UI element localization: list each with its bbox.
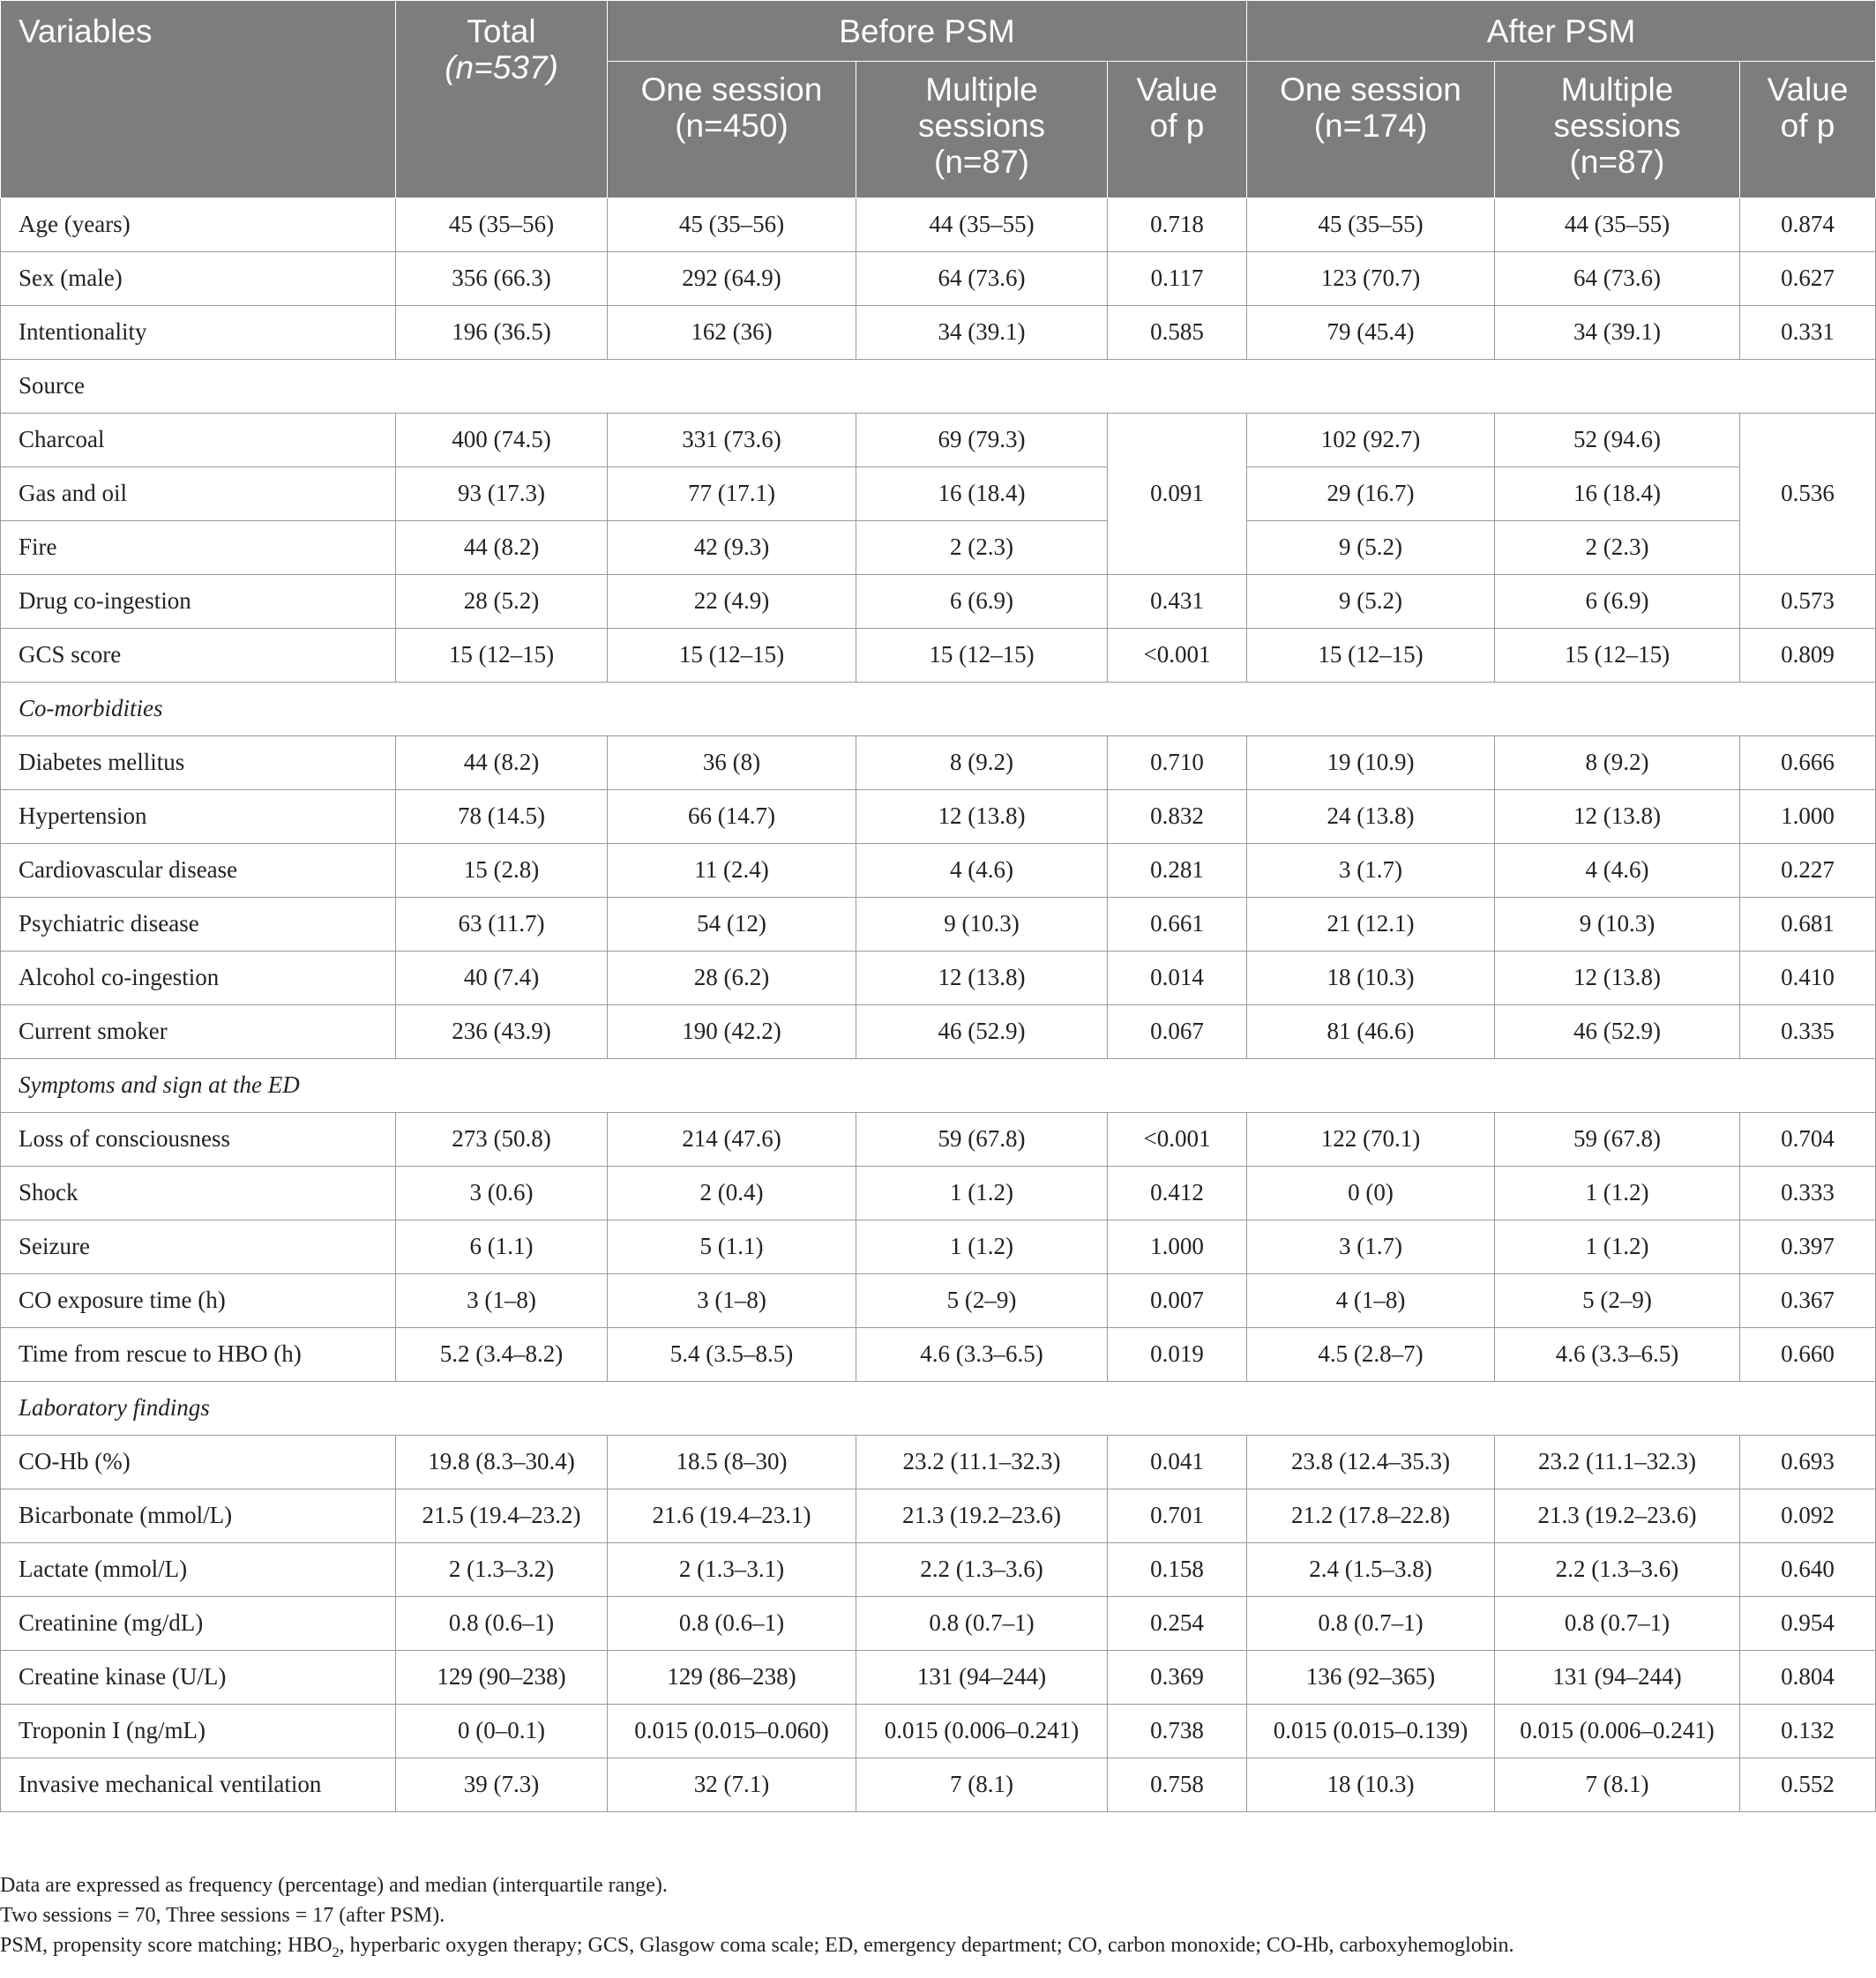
cell: 0.158 (1108, 1543, 1247, 1597)
cell: 0.701 (1108, 1489, 1247, 1543)
table-row (1, 844, 1876, 898)
cell: 0.552 (1740, 1758, 1876, 1812)
table-footnotes (0, 1870, 1514, 1968)
table-row (1, 306, 1876, 360)
cell: 273 (50.8) (396, 1113, 608, 1167)
cell: 0.758 (1108, 1758, 1247, 1812)
cell: 52 (94.6) (1495, 414, 1740, 467)
section-row (1, 683, 1876, 736)
cell: 21.3 (19.2–23.6) (1495, 1489, 1740, 1543)
cell: 4.6 (3.3–6.5) (1495, 1328, 1740, 1382)
cell: 9 (10.3) (1495, 898, 1740, 952)
table-row (1, 1758, 1876, 1812)
cell: 23.8 (12.4–35.3) (1247, 1436, 1495, 1489)
cell: 59 (67.8) (856, 1113, 1108, 1167)
section-laboratory: Laboratory findings (1, 1382, 1876, 1436)
cell: 0 (0–0.1) (396, 1705, 608, 1758)
cell: 331 (73.6) (608, 414, 856, 467)
footnote-2: Two sessions = 70, Three sessions = 17 (after PSM). (0, 1904, 445, 1927)
table-row (1, 736, 1876, 790)
cell: 0.661 (1108, 898, 1247, 952)
table-row (1, 1167, 1876, 1220)
cell: 18.5 (8–30) (608, 1436, 856, 1489)
row-label: Shock (1, 1167, 396, 1220)
cell: 93 (17.3) (396, 467, 608, 521)
header-total: Total (n=537) (396, 1, 608, 198)
table-row (1, 252, 1876, 306)
cell: 1 (1.2) (856, 1220, 1108, 1274)
cell: 0.369 (1108, 1651, 1247, 1705)
cell: 23.2 (11.1–32.3) (1495, 1436, 1740, 1489)
cell: 21.3 (19.2–23.6) (856, 1489, 1108, 1543)
row-label: Intentionality (1, 306, 396, 360)
cell: 0.397 (1740, 1220, 1876, 1274)
cell: 0.132 (1740, 1705, 1876, 1758)
cell: 0.8 (0.7–1) (1247, 1597, 1495, 1651)
cell: 2.4 (1.5–3.8) (1247, 1543, 1495, 1597)
row-label: Psychiatric disease (1, 898, 396, 952)
table-row (1, 1436, 1876, 1489)
cell: 32 (7.1) (608, 1758, 856, 1812)
cell: 4 (4.6) (1495, 844, 1740, 898)
cell: 2 (1.3–3.1) (608, 1543, 856, 1597)
table-row (1, 467, 1876, 521)
row-label: Charcoal (1, 414, 396, 467)
cell: 129 (90–238) (396, 1651, 608, 1705)
cell: 15 (12–15) (1495, 629, 1740, 683)
cell: 0.015 (0.015–0.139) (1247, 1705, 1495, 1758)
row-label: Current smoker (1, 1005, 396, 1059)
cell: 0.015 (0.006–0.241) (1495, 1705, 1740, 1758)
cell: 0.331 (1740, 306, 1876, 360)
cell: 15 (12–15) (856, 629, 1108, 683)
cell: 44 (8.2) (396, 521, 608, 575)
cell: 22 (4.9) (608, 575, 856, 629)
cell: 45 (35–55) (1247, 198, 1495, 252)
cell: 18 (10.3) (1247, 1758, 1495, 1812)
cell: 1 (1.2) (856, 1167, 1108, 1220)
row-label: Seizure (1, 1220, 396, 1274)
cell: 5 (2–9) (1495, 1274, 1740, 1328)
cell: 1 (1.2) (1495, 1167, 1740, 1220)
cell: 63 (11.7) (396, 898, 608, 952)
header-after-p-value: Value of p (1740, 62, 1876, 198)
cell: 196 (36.5) (396, 306, 608, 360)
cell: 44 (35–55) (856, 198, 1108, 252)
cell: 46 (52.9) (856, 1005, 1108, 1059)
cell: 12 (13.8) (1495, 952, 1740, 1005)
cell: 69 (79.3) (856, 414, 1108, 467)
cell: 2.2 (1.3–3.6) (1495, 1543, 1740, 1597)
row-label: Cardiovascular disease (1, 844, 396, 898)
cell: 2 (0.4) (608, 1167, 856, 1220)
table-row (1, 1651, 1876, 1705)
header-after-multiple-sessions: Multiple sessions (n=87) (1495, 62, 1740, 198)
cell: 54 (12) (608, 898, 856, 952)
cell: 81 (46.6) (1247, 1005, 1495, 1059)
cell: 15 (12–15) (608, 629, 856, 683)
cell: 0.067 (1108, 1005, 1247, 1059)
cell: 0.092 (1740, 1489, 1876, 1543)
cell: 23.2 (11.1–32.3) (856, 1436, 1108, 1489)
cell: 356 (66.3) (396, 252, 608, 306)
cell: 0.281 (1108, 844, 1247, 898)
row-label: Alcohol co-ingestion (1, 952, 396, 1005)
cell: 1 (1.2) (1495, 1220, 1740, 1274)
cell: 0.710 (1108, 736, 1247, 790)
cell: 4.6 (3.3–6.5) (856, 1328, 1108, 1382)
row-label: Diabetes mellitus (1, 736, 396, 790)
cell: 7 (8.1) (856, 1758, 1108, 1812)
cell: 0.804 (1740, 1651, 1876, 1705)
cell: 2.2 (1.3–3.6) (856, 1543, 1108, 1597)
cell: 0.809 (1740, 629, 1876, 683)
cell: 102 (92.7) (1247, 414, 1495, 467)
cell: 28 (6.2) (608, 952, 856, 1005)
cell: 0.333 (1740, 1167, 1876, 1220)
cell: 0.412 (1108, 1167, 1247, 1220)
header-after-psm: After PSM (1247, 1, 1876, 62)
cell: 4.5 (2.8–7) (1247, 1328, 1495, 1382)
cell: 131 (94–244) (1495, 1651, 1740, 1705)
cell: 44 (35–55) (1495, 198, 1740, 252)
cell: 1.000 (1108, 1220, 1247, 1274)
table-row (1, 1597, 1876, 1651)
cell: 19.8 (8.3–30.4) (396, 1436, 608, 1489)
cell: 0.718 (1108, 198, 1247, 252)
row-label: CO-Hb (%) (1, 1436, 396, 1489)
cell: 0.8 (0.6–1) (608, 1597, 856, 1651)
cell: 0.832 (1108, 790, 1247, 844)
cell: 64 (73.6) (1495, 252, 1740, 306)
cell: 0.738 (1108, 1705, 1247, 1758)
cell: 42 (9.3) (608, 521, 856, 575)
table-row (1, 952, 1876, 1005)
cell: 34 (39.1) (1495, 306, 1740, 360)
cell: 40 (7.4) (396, 952, 608, 1005)
cell: 11 (2.4) (608, 844, 856, 898)
row-label: Age (years) (1, 198, 396, 252)
cell: 0.015 (0.006–0.241) (856, 1705, 1108, 1758)
cell: 0.874 (1740, 198, 1876, 252)
cell: <0.001 (1108, 629, 1247, 683)
cell: 0.015 (0.015–0.060) (608, 1705, 856, 1758)
cell: 0.254 (1108, 1597, 1247, 1651)
cell: 122 (70.1) (1247, 1113, 1495, 1167)
cell: 6 (6.9) (1495, 575, 1740, 629)
cell: 9 (5.2) (1247, 575, 1495, 629)
cell: 0.640 (1740, 1543, 1876, 1597)
header-before-psm: Before PSM (608, 1, 1247, 62)
row-label: Creatine kinase (U/L) (1, 1651, 396, 1705)
cell: 28 (5.2) (396, 575, 608, 629)
cell: 36 (8) (608, 736, 856, 790)
cell: 0.8 (0.7–1) (856, 1597, 1108, 1651)
cell: 44 (8.2) (396, 736, 608, 790)
cell: 12 (13.8) (1495, 790, 1740, 844)
cell: 15 (12–15) (1247, 629, 1495, 683)
cell: 0.410 (1740, 952, 1876, 1005)
cell: 6 (1.1) (396, 1220, 608, 1274)
cell: 162 (36) (608, 306, 856, 360)
cell: 400 (74.5) (396, 414, 608, 467)
cell: 190 (42.2) (608, 1005, 856, 1059)
table-body (1, 198, 1876, 1812)
cell: <0.001 (1108, 1113, 1247, 1167)
cell: 131 (94–244) (856, 1651, 1108, 1705)
cell: 2 (1.3–3.2) (396, 1543, 608, 1597)
cell: 236 (43.9) (396, 1005, 608, 1059)
table-row (1, 1274, 1876, 1328)
cell: 66 (14.7) (608, 790, 856, 844)
cell: 9 (5.2) (1247, 521, 1495, 575)
cell: 4 (1–8) (1247, 1274, 1495, 1328)
cell: 7 (8.1) (1495, 1758, 1740, 1812)
header-after-one-session: One session (n=174) (1247, 62, 1495, 198)
header-before-one-session: One session (n=450) (608, 62, 856, 198)
cell: 19 (10.9) (1247, 736, 1495, 790)
cell: 21 (12.1) (1247, 898, 1495, 952)
cell: 3 (1–8) (396, 1274, 608, 1328)
header-before-p-value: Value of p (1108, 62, 1247, 198)
cell: 0.8 (0.6–1) (396, 1597, 608, 1651)
cell: 4 (4.6) (856, 844, 1108, 898)
section-symptoms: Symptoms and sign at the ED (1, 1059, 1876, 1113)
cell: 0.227 (1740, 844, 1876, 898)
cell: 0.041 (1108, 1436, 1247, 1489)
cell: 8 (9.2) (1495, 736, 1740, 790)
cell: 78 (14.5) (396, 790, 608, 844)
cell: 1.000 (1740, 790, 1876, 844)
table-row (1, 1489, 1876, 1543)
cell: 214 (47.6) (608, 1113, 856, 1167)
cell: 0.014 (1108, 952, 1247, 1005)
cell: 39 (7.3) (396, 1758, 608, 1812)
row-label: Troponin I (ng/mL) (1, 1705, 396, 1758)
footnote-3: PSM, propensity score matching; $HBO_2$, hyperbaric oxygen therapy; GCS, Glasgow coma scale; ED, emergency department; CO, carbon monoxide; CO-Hb, carboxyhemoglobin. (0, 1934, 1514, 1960)
table-row (1, 790, 1876, 844)
cell: 15 (2.8) (396, 844, 608, 898)
row-label: CO exposure time (h) (1, 1274, 396, 1328)
cell: 24 (13.8) (1247, 790, 1495, 844)
cell: 16 (18.4) (1495, 467, 1740, 521)
cell: 21.6 (19.4–23.1) (608, 1489, 856, 1543)
row-label: Fire (1, 521, 396, 575)
cell: 9 (10.3) (856, 898, 1108, 952)
table-row (1, 198, 1876, 252)
cell: 16 (18.4) (856, 467, 1108, 521)
cell: 29 (16.7) (1247, 467, 1495, 521)
table-row (1, 1543, 1876, 1597)
header-before-multiple-sessions: Multiple sessions (n=87) (856, 62, 1108, 198)
cell: 0.8 (0.7–1) (1495, 1597, 1740, 1651)
cell: 0.573 (1740, 575, 1876, 629)
row-label: Creatinine (mg/dL) (1, 1597, 396, 1651)
row-label: Lactate (mmol/L) (1, 1543, 396, 1597)
cell: 5 (1.1) (608, 1220, 856, 1274)
cell: 59 (67.8) (1495, 1113, 1740, 1167)
cell: 6 (6.9) (856, 575, 1108, 629)
cell: 77 (17.1) (608, 467, 856, 521)
table-row (1, 414, 1876, 467)
cell: 0.117 (1108, 252, 1247, 306)
cell: 0.627 (1740, 252, 1876, 306)
cell: 0.681 (1740, 898, 1876, 952)
row-label: Hypertension (1, 790, 396, 844)
cell: 18 (10.3) (1247, 952, 1495, 1005)
table-row (1, 575, 1876, 629)
cell: 3 (1–8) (608, 1274, 856, 1328)
section-source: Source (1, 360, 1876, 414)
cell: 21.2 (17.8–22.8) (1247, 1489, 1495, 1543)
cell: 3 (1.7) (1247, 844, 1495, 898)
cell: 5.4 (3.5–8.5) (608, 1328, 856, 1382)
row-label: Bicarbonate (mmol/L) (1, 1489, 396, 1543)
cell: 0.954 (1740, 1597, 1876, 1651)
cell: 0 (0) (1247, 1167, 1495, 1220)
cell: 5.2 (3.4–8.2) (396, 1328, 608, 1382)
source-p-before: 0.091 (1108, 414, 1247, 575)
cell: 79 (45.4) (1247, 306, 1495, 360)
row-label: Loss of consciousness (1, 1113, 396, 1167)
cell: 64 (73.6) (856, 252, 1108, 306)
cell: 0.007 (1108, 1274, 1247, 1328)
cell: 2 (2.3) (856, 521, 1108, 575)
table-row (1, 1220, 1876, 1274)
table-row (1, 629, 1876, 683)
cell: 34 (39.1) (856, 306, 1108, 360)
row-label: Gas and oil (1, 467, 396, 521)
section-row (1, 360, 1876, 414)
cell: 123 (70.7) (1247, 252, 1495, 306)
cell: 3 (1.7) (1247, 1220, 1495, 1274)
header-variables: Variables (1, 1, 396, 198)
cell: 21.5 (19.4–23.2) (396, 1489, 608, 1543)
row-label: Invasive mechanical ventilation (1, 1758, 396, 1812)
row-label: Sex (male) (1, 252, 396, 306)
table-row (1, 1005, 1876, 1059)
cell: 0.431 (1108, 575, 1247, 629)
cell: 0.704 (1740, 1113, 1876, 1167)
row-label: GCS score (1, 629, 396, 683)
cell: 129 (86–238) (608, 1651, 856, 1705)
row-label: Drug co-ingestion (1, 575, 396, 629)
section-row (1, 1382, 1876, 1436)
footnote-1: Data are expressed as frequency (percentage) and median (interquartile range). (0, 1874, 668, 1897)
row-label: Time from rescue to HBO (h) (1, 1328, 396, 1382)
cell: 0.367 (1740, 1274, 1876, 1328)
cell: 45 (35–56) (396, 198, 608, 252)
table-row (1, 1328, 1876, 1382)
cell: 8 (9.2) (856, 736, 1108, 790)
table-row (1, 521, 1876, 575)
cell: 5 (2–9) (856, 1274, 1108, 1328)
table-row (1, 1705, 1876, 1758)
header-total-n: (n=537) (445, 49, 558, 86)
cell: 292 (64.9) (608, 252, 856, 306)
table-row (1, 898, 1876, 952)
source-p-after: 0.536 (1740, 414, 1876, 575)
section-row (1, 1059, 1876, 1113)
cell: 0.585 (1108, 306, 1247, 360)
cell: 12 (13.8) (856, 790, 1108, 844)
table-header (1, 1, 1876, 198)
cell: 0.693 (1740, 1436, 1876, 1489)
cell: 46 (52.9) (1495, 1005, 1740, 1059)
cell: 3 (0.6) (396, 1167, 608, 1220)
cell: 0.335 (1740, 1005, 1876, 1059)
cell: 136 (92–365) (1247, 1651, 1495, 1705)
cell: 0.660 (1740, 1328, 1876, 1382)
cell: 15 (12–15) (396, 629, 608, 683)
cell: 0.019 (1108, 1328, 1247, 1382)
cell: 2 (2.3) (1495, 521, 1740, 575)
table-row (1, 1113, 1876, 1167)
cell: 45 (35–56) (608, 198, 856, 252)
section-comorbidities: Co-morbidities (1, 683, 1876, 736)
cell: 12 (13.8) (856, 952, 1108, 1005)
cell: 0.666 (1740, 736, 1876, 790)
